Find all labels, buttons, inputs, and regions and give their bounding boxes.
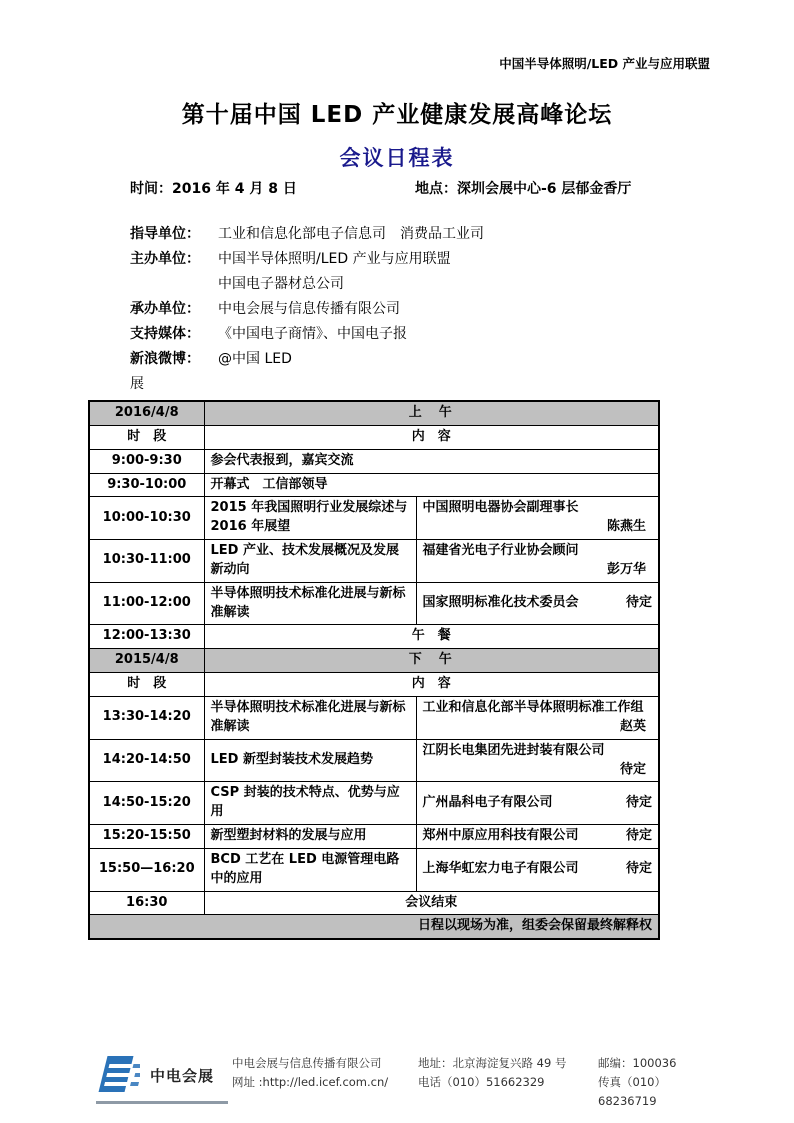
time-header-cell: 时 段 [89,425,204,449]
schedule-row [89,696,659,739]
organizer-value: @中国 LED [218,351,292,367]
speaker-cell [416,782,659,825]
cec-logo-icon [96,1054,140,1096]
organizer-line [130,347,690,372]
organizer-line [130,297,690,322]
footer-info [232,1054,718,1111]
speaker-org: 郑州中原应用科技有限公司 [422,828,579,844]
organizer-label: 主办单位： [130,251,200,267]
schedule-row [89,782,659,825]
speaker-cell [416,848,659,891]
speaker-cell [416,696,659,739]
footer-note-cell: 日程以现场为准，组委会保留最终解释权 [89,915,659,939]
organizers-block [130,222,690,397]
organizer-value: 中国半导体照明/LED 产业与应用联盟 [218,251,451,267]
speaker-inline [423,794,653,813]
content-cell: 午 餐 [204,625,659,649]
speaker-name: 待定 [620,761,647,777]
time-cell: 9:00-9:30 [89,449,204,473]
schedule-table [88,400,660,940]
organizer-value: 展 [130,376,144,392]
schedule-row [89,848,659,891]
schedule-wrap [88,400,660,940]
speaker-org: 广州晶科电子有限公司 [422,794,553,810]
organizer-line [130,247,690,272]
cec-logo [96,1054,236,1104]
section-header-row [89,649,659,673]
speaker-cell [416,582,659,625]
schedule-row [89,825,659,849]
content-header-cell: 内 容 [204,673,659,697]
content-cell: 2015 年我国照明行业发展综述与 2016 年展望 [204,497,416,540]
time-cell: 9:30-10:00 [89,473,204,497]
content-cell: CSP 封装的技术特点、优势与应用 [204,782,416,825]
schedule-row [89,540,659,583]
schedule-row [89,891,659,915]
speaker-org: 福建省光电子行业协会顾问 [422,543,579,559]
content-cell: 参会代表报到，嘉宾交流 [204,449,659,473]
organizer-label: 指导单位： [130,226,200,242]
speaker-name: 待定 [626,828,653,844]
speaker-cell [416,540,659,583]
schedule-row [89,473,659,497]
organizer-value: 工业和信息化部电子信息司 消费品工业司 [218,226,484,242]
speaker-org: 国家照明标准化技术委员会 [422,595,579,611]
organizer-label: 支持媒体： [130,326,200,342]
event-location: 地点：深圳会展中心-6 层郁金香厅 [415,181,632,197]
speaker-name: 待定 [626,595,653,611]
organizer-value: 中国电子器材总公司 [218,276,344,292]
footer-postcode: 邮编：100036 [598,1056,677,1070]
footer-address: 地址：北京海淀复兴路 49 号 [418,1056,567,1070]
content-cell: 新型塑封材料的发展与应用 [204,825,416,849]
page-title: 第十届中国 LED 产业健康发展高峰论坛 [181,102,613,128]
speaker-name: 待定 [626,794,653,810]
schedule-row [89,582,659,625]
association-header: 中国半导体照明/LED 产业与应用联盟 [499,56,710,71]
speaker-name: 陈燕生 [607,519,647,535]
time-header-cell: 时 段 [89,673,204,697]
speaker-name: 彭万华 [607,561,647,577]
page-subtitle: 会议日程表 [339,146,455,170]
content-cell: BCD 工艺在 LED 电源管理电路中的应用 [204,848,416,891]
cec-logo-text: 中电会展 [150,1066,215,1085]
speaker-name: 赵英 [620,718,647,734]
time-cell: 15:20-15:50 [89,825,204,849]
speaker-cell [416,739,659,782]
section-session-cell: 上 午 [204,401,659,425]
schedule-row [89,625,659,649]
section-date-cell: 2015/4/8 [89,649,204,673]
column-header-row [89,425,659,449]
speaker-cell [416,825,659,849]
organizer-label: 承办单位： [130,301,200,317]
footer-fax: 传真（010）68236719 [598,1075,666,1108]
organizer-label: 新浪微博： [130,351,200,367]
schedule-row [89,449,659,473]
content-cell: LED 产业、技术发展概况及发展新动向 [204,540,416,583]
content-header-cell: 内 容 [204,425,659,449]
time-cell: 10:00-10:30 [89,497,204,540]
time-cell: 12:00-13:30 [89,625,204,649]
content-cell: 半导体照明技术标准化进展与新标准解读 [204,582,416,625]
section-date-cell: 2016/4/8 [89,401,204,425]
section-header-row [89,401,659,425]
organizer-value: 《中国电子商情》、中国电子报 [218,326,407,342]
time-cell: 10:30-11:00 [89,540,204,583]
time-cell: 13:30-14:20 [89,696,204,739]
time-cell: 11:00-12:00 [89,582,204,625]
speaker-org: 上海华虹宏力电子有限公司 [422,861,579,877]
organizer-value: 中电会展与信息传播有限公司 [218,301,400,317]
footer-website: 网址 :http://led.icef.com.cn/ [232,1075,389,1089]
section-session-cell: 下 午 [204,649,659,673]
footer-phone: 电话（010）51662329 [418,1075,545,1089]
speaker-cell [416,497,659,540]
speaker-name: 待定 [626,861,653,877]
time-cell: 14:20-14:50 [89,739,204,782]
footer-company: 中电会展与信息传播有限公司 [232,1056,382,1070]
footer-note-row [89,915,659,939]
speaker-org: 中国照明电器协会副理事长 [422,500,579,516]
schedule-row [89,497,659,540]
time-cell: 16:30 [89,891,204,915]
speaker-inline [423,860,653,879]
column-header-row [89,673,659,697]
organizer-line [130,372,690,397]
speaker-inline [423,594,653,613]
event-date: 时间：2016 年 4 月 8 日 [130,181,297,197]
speaker-org: 工业和信息化部半导体照明标准工作组 [422,699,644,715]
content-cell: 会议结束 [204,891,659,915]
content-cell: 开幕式 工信部领导 [204,473,659,497]
organizer-line [130,222,690,247]
speaker-inline [423,827,653,846]
organizer-line [130,322,690,347]
speaker-org: 江阴长电集团先进封装有限公司 [422,742,605,758]
time-cell: 15:50—16:20 [89,848,204,891]
logo-underline [96,1101,228,1104]
schedule-row [89,739,659,782]
time-cell: 14:50-15:20 [89,782,204,825]
organizer-line [130,272,690,297]
content-cell: 半导体照明技术标准化进展与新标准解读 [204,696,416,739]
content-cell: LED 新型封装技术发展趋势 [204,739,416,782]
